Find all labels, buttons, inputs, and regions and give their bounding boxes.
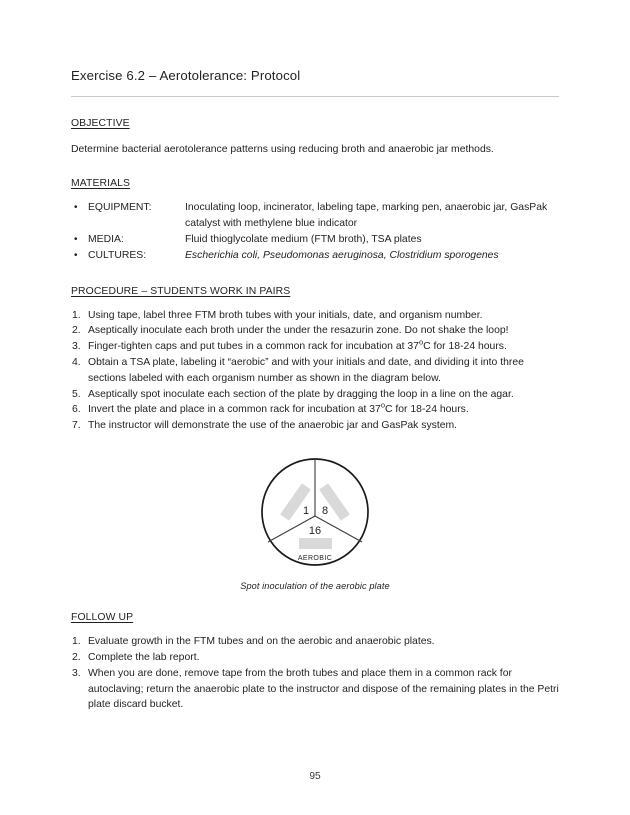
list-item xyxy=(71,232,559,248)
section-heading-materials: MATERIALS xyxy=(71,178,131,190)
list-text xyxy=(88,418,559,434)
list-text xyxy=(88,402,559,418)
plate-label-aerobic: AEROBIC xyxy=(297,555,333,563)
materials-label: EQUIPMENT: xyxy=(88,202,152,214)
petri-plate-diagram xyxy=(255,452,375,572)
bullet-icon: • xyxy=(74,250,78,262)
list-item xyxy=(71,387,559,403)
list-index: 5. xyxy=(72,388,81,400)
materials-value: Fluid thioglycolate medium (FTM broth), TSA plates xyxy=(185,234,422,246)
procedure-list xyxy=(71,308,559,435)
materials-value: Inoculating loop, incinerator, labeling tape, marking pen, anaerobic jar, GasPak catalyst with methylene blue indicator xyxy=(185,202,548,230)
list-text: When you are done, remove tape from the broth tubes and place them in a common rack for autoclaving; return the anaerobic plate to the instructor and dispose of the remaining plates in the Petri plate discard bucket. xyxy=(88,667,559,711)
list-item xyxy=(71,339,559,355)
list-text-post: C for 18-24 hours. xyxy=(385,404,469,416)
figure-aerobic-plate xyxy=(71,452,559,591)
list-text xyxy=(88,323,559,339)
list-index: 1. xyxy=(72,636,81,648)
list-item xyxy=(71,650,559,666)
petri-plate-svg xyxy=(255,452,375,572)
figure-caption: Spot inoculation of the aerobic plate xyxy=(240,581,390,592)
materials-value: Escherichia coli, Pseudomonas aeruginosa, Clostridium sporogenes xyxy=(185,250,499,262)
list-index: 2. xyxy=(72,325,81,337)
list-text: Evaluate growth in the FTM tubes and on the aerobic and anaerobic plates. xyxy=(88,636,435,648)
list-text-pre: Aseptically spot inoculate each section of the plate by dragging the loop in a line on the agar. xyxy=(88,388,514,400)
list-text xyxy=(88,387,559,403)
section-heading-procedure: PROCEDURE – STUDENTS WORK IN PAIRS xyxy=(71,285,291,297)
section-label-16: 16 xyxy=(308,525,322,538)
bullet-icon: • xyxy=(74,202,78,214)
degree-symbol: o xyxy=(418,337,424,347)
page-number: 95 xyxy=(309,771,321,782)
page-title: Exercise 6.2 – Aerotolerance: Protocol xyxy=(71,68,301,83)
materials-label: MEDIA: xyxy=(88,234,124,246)
list-index: 7. xyxy=(72,420,81,432)
list-text-post: C for 18-24 hours. xyxy=(423,341,507,353)
list-text xyxy=(88,308,559,324)
list-item xyxy=(71,634,559,650)
list-index: 6. xyxy=(72,404,81,416)
bullet-icon: • xyxy=(74,234,78,246)
list-item xyxy=(71,308,559,324)
section-label-8: 8 xyxy=(321,505,329,518)
list-text: Complete the lab report. xyxy=(88,651,200,663)
list-index: 2. xyxy=(72,651,81,663)
list-index: 4. xyxy=(72,357,81,369)
list-item xyxy=(71,666,559,713)
degree-symbol: o xyxy=(380,400,385,410)
list-index: 3. xyxy=(72,341,81,353)
list-index: 3. xyxy=(72,667,81,679)
document-content xyxy=(71,68,559,713)
section-label-1: 1 xyxy=(302,505,310,518)
materials-list xyxy=(71,200,559,265)
list-text-pre: The instructor will demonstrate the use of the anaerobic jar and GasPak system. xyxy=(88,420,458,432)
list-text-pre: Using tape, label three FTM broth tubes with your initials, date, and organism number. xyxy=(88,309,483,321)
list-text-pre: Obtain a TSA plate, labeling it “aerobic” and with your initials and date, and dividing it into three sections labeled with each organism number as shown in the diagram below. xyxy=(88,357,524,384)
list-item xyxy=(71,402,559,418)
list-text-pre: Finger-tighten caps and put tubes in a common rack for incubation at 37 xyxy=(88,341,419,353)
list-item xyxy=(71,418,559,434)
list-text-pre: Invert the plate and place in a common rack for incubation at 37 xyxy=(88,404,381,416)
objective-text: Determine bacterial aerotolerance patterns using reducing broth and anaerobic jar methods. xyxy=(71,144,494,155)
follow-up-list xyxy=(71,634,559,713)
list-index: 1. xyxy=(72,309,81,321)
materials-label: CULTURES: xyxy=(88,250,147,262)
list-item xyxy=(71,323,559,339)
list-item xyxy=(71,355,559,387)
list-text xyxy=(88,339,559,355)
section-heading-objective: OBJECTIVE xyxy=(71,118,130,129)
list-item xyxy=(71,200,559,232)
section-heading-follow-up: FOLLOW UP xyxy=(71,612,134,624)
list-text-pre: Aseptically inoculate each broth under the under the resazurin zone. Do not shake the loop! xyxy=(88,325,509,337)
list-text xyxy=(88,355,559,387)
streak-section-16 xyxy=(299,538,332,549)
title-divider xyxy=(71,96,559,97)
list-item xyxy=(71,248,559,264)
